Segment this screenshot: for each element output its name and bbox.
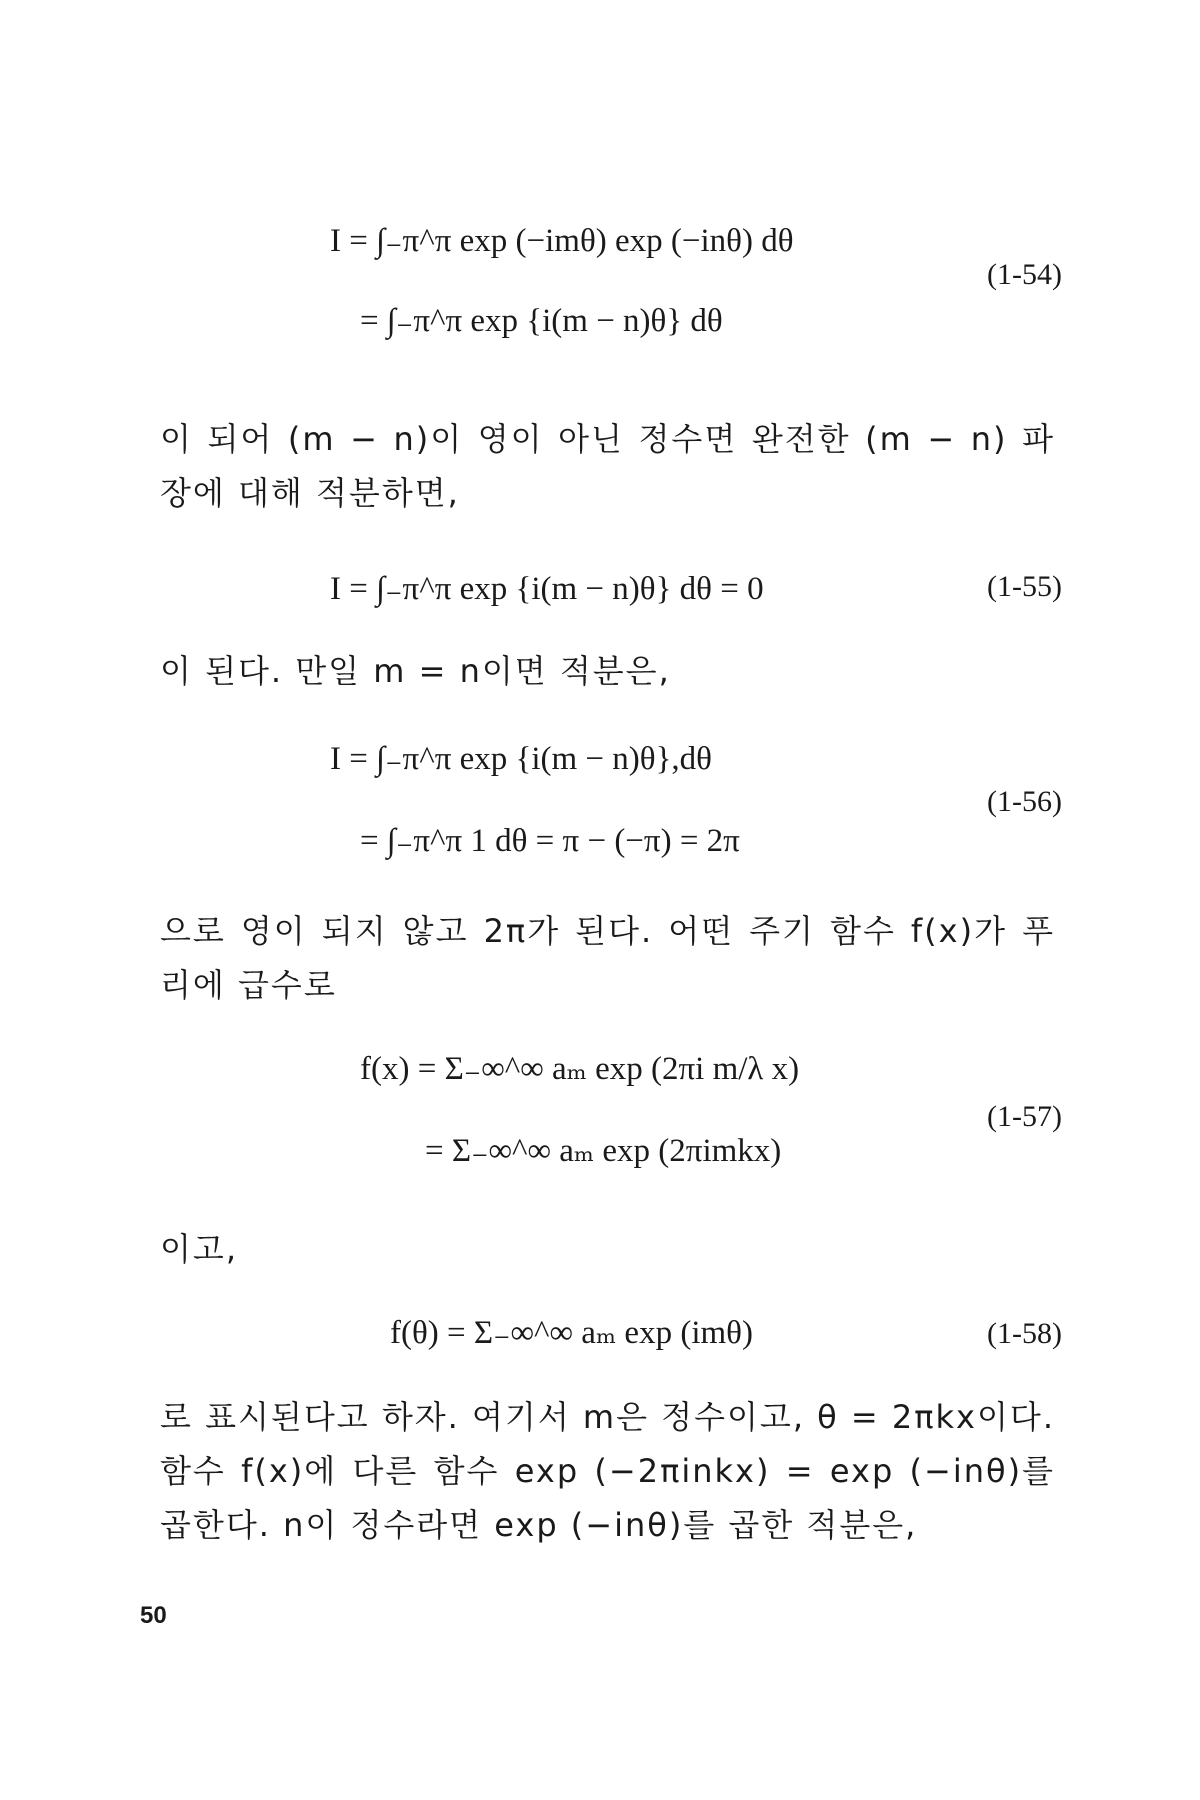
body-paragraph: 로 표시된다고 하자. 여기서 m은 정수이고, θ = 2πkx이다. 함수 f(x)에 다른 함수 exp (−2πinkx) = exp (−inθ)를 곱한다. n이 정수라면 exp (−inθ)를 곱한 적분은, (160, 1398, 1055, 1544)
equation-line: I = ∫₋π^π exp {i(m − n)θ} dθ = 0 (330, 571, 764, 607)
equation-number: (1-58) (987, 1317, 1062, 1350)
equation-number: (1-56) (987, 785, 1062, 818)
page-number: 50 (140, 1602, 167, 1629)
body-paragraph: 이 되어 (m − n)이 영이 아닌 정수면 완전한 (m − n) 파장에 대해 적분하면, (160, 420, 1055, 512)
equation-line: I = ∫₋π^π exp {i(m − n)θ},dθ (330, 741, 712, 777)
body-paragraph: 이고, (160, 1230, 238, 1268)
equation-line: I = ∫₋π^π exp (−imθ) exp (−inθ) dθ (330, 223, 794, 259)
equation-line: = ∫₋π^π exp {i(m − n)θ} dθ (360, 303, 723, 339)
equation-number: (1-55) (987, 570, 1062, 603)
equation-line: f(x) = Σ₋∞^∞ aₘ exp (2πi m/λ x) (360, 1051, 800, 1087)
equation-line: = Σ₋∞^∞ aₘ exp (2πimkx) (425, 1133, 782, 1169)
equation-number: (1-54) (987, 258, 1062, 291)
body-paragraph: 으로 영이 되지 않고 2π가 된다. 어떤 주기 함수 f(x)가 푸리에 급수로 (160, 912, 1055, 1004)
equation-line: = ∫₋π^π 1 dθ = π − (−π) = 2π (360, 823, 740, 859)
equation-line: f(θ) = Σ₋∞^∞ aₘ exp (imθ) (390, 1315, 753, 1351)
equation-number: (1-57) (987, 1100, 1062, 1133)
body-paragraph: 이 된다. 만일 m = n이면 적분은, (160, 652, 671, 690)
